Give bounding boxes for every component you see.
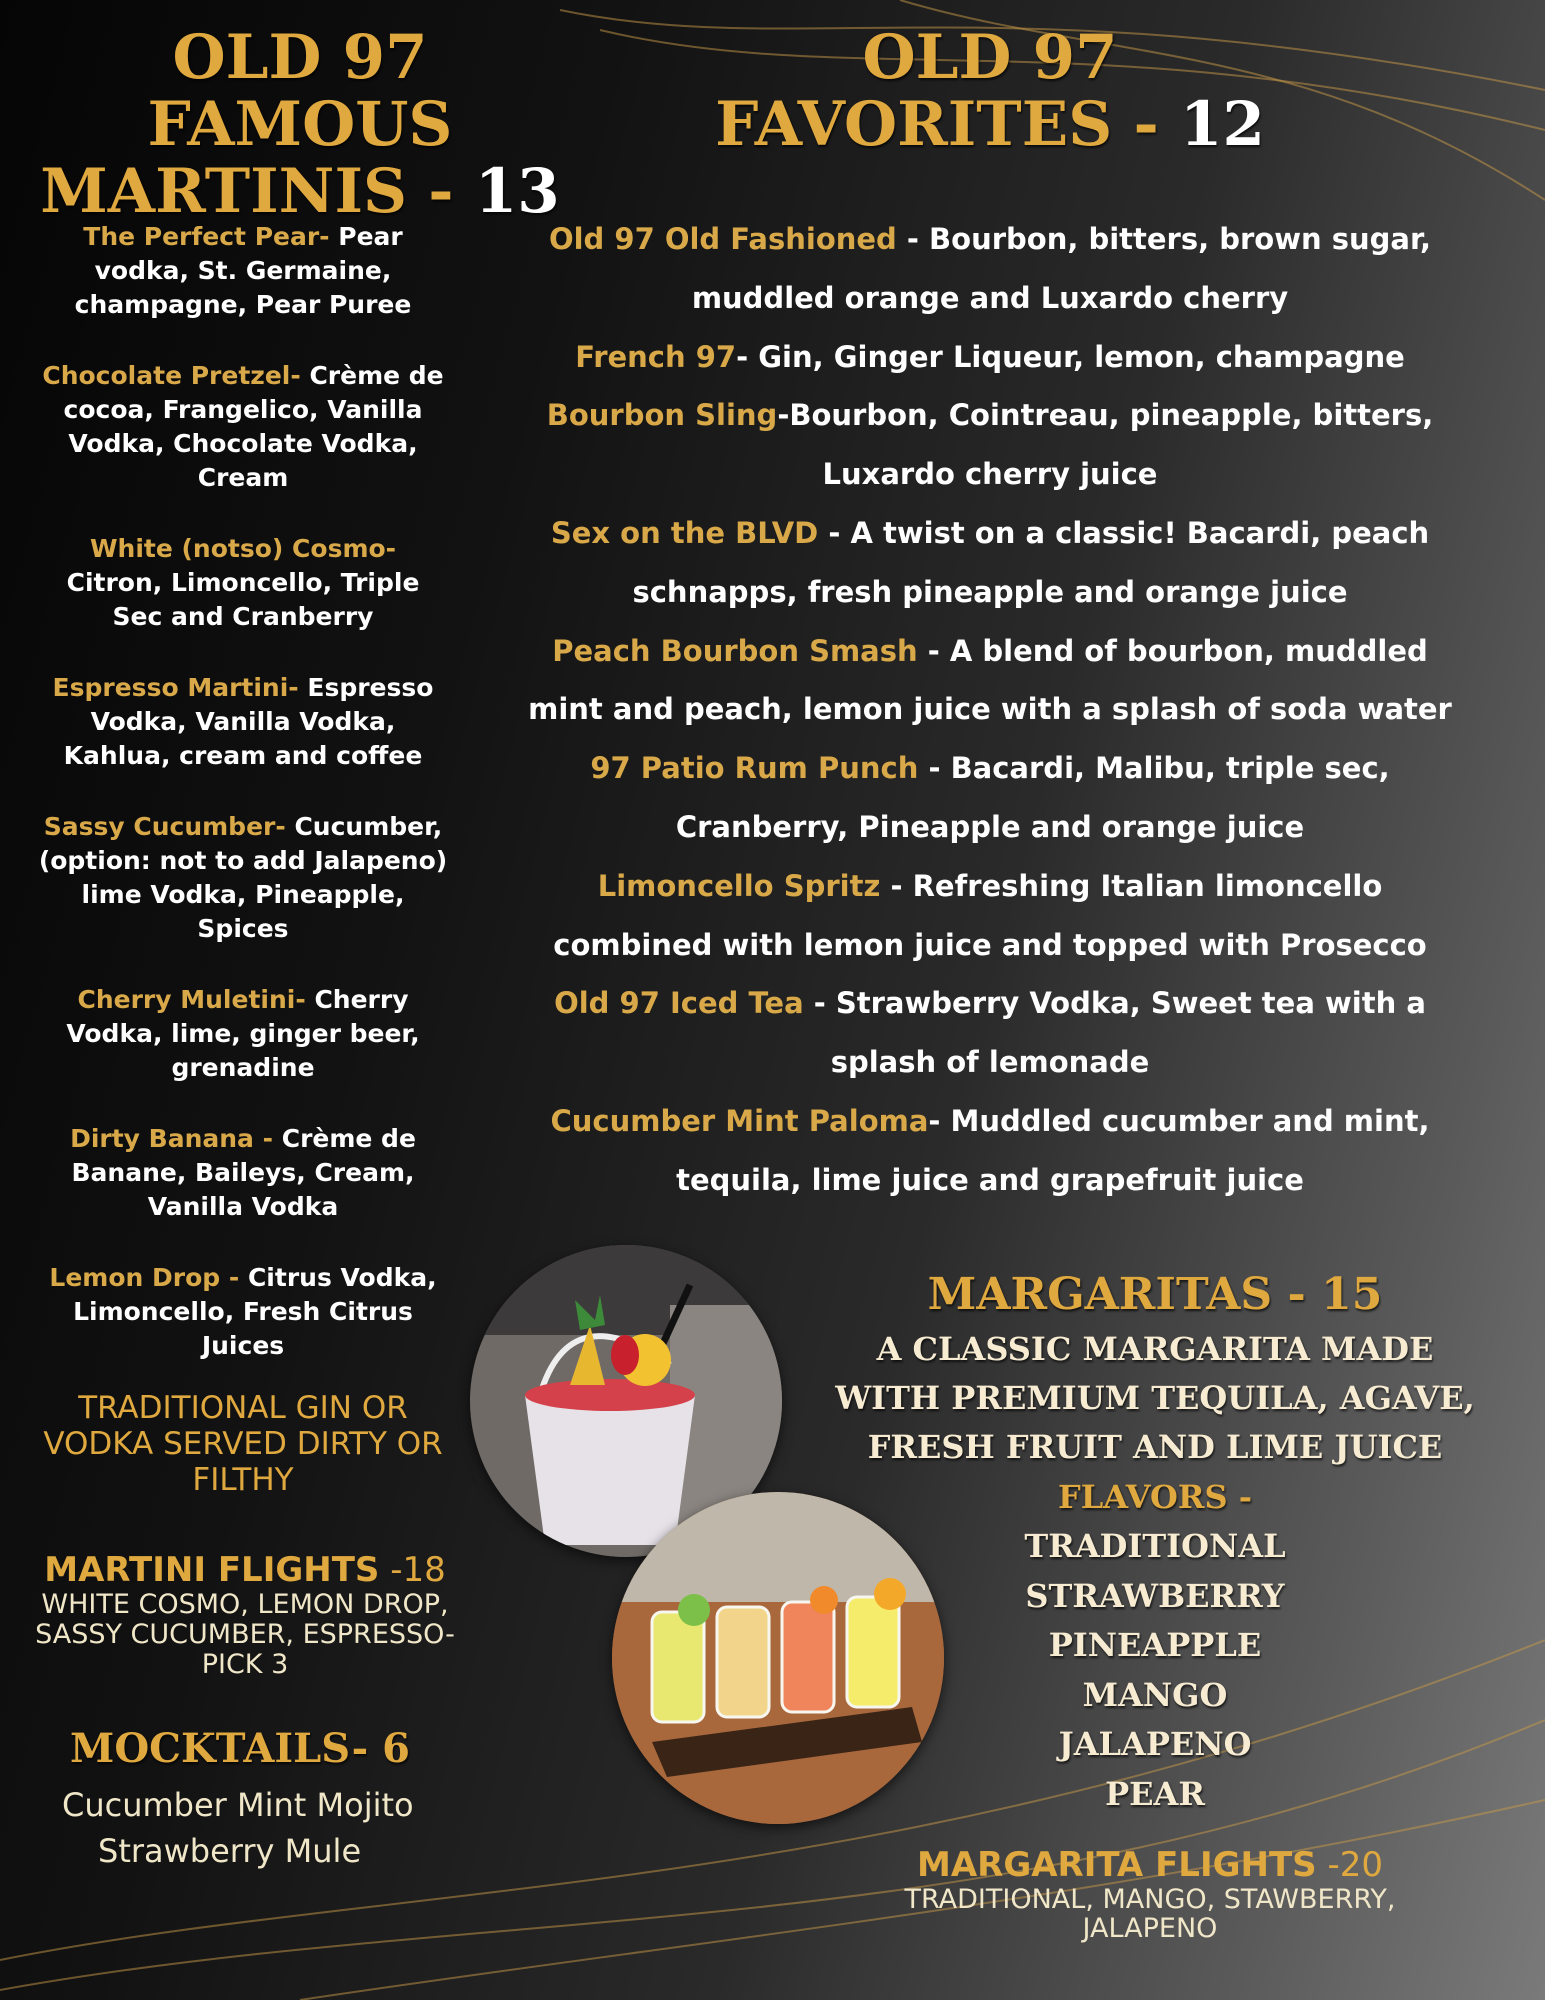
favorite-item — [520, 504, 1460, 622]
martini-item — [38, 1261, 448, 1363]
flavor-item: JALAPENO — [1058, 1725, 1252, 1763]
favorite-desc: - Gin, Ginger Liqueur, lemon, champagne — [736, 339, 1405, 374]
mocktails-section — [20, 1725, 460, 1874]
favorite-name: Sex on the BLVD — [550, 515, 819, 550]
favorites-price: 12 — [1180, 89, 1265, 161]
favorite-name: French 97 — [575, 339, 737, 374]
favorite-item — [520, 210, 1460, 328]
flavor-item: MANGO — [1082, 1675, 1228, 1714]
martini-flights-label: MARTINI FLIGHTS — [44, 1550, 380, 1590]
margarita-flights-desc: TRADITIONAL, MANGO, STAWBERRY, JALAPENO — [904, 1884, 1396, 1944]
martinis-title: OLD 97 FAMOUS MARTINIS - — [40, 22, 475, 228]
margarita-flights-price: -20 — [1316, 1845, 1383, 1885]
favorites-heading — [680, 22, 1300, 161]
martini-flights-desc: WHITE COSMO, LEMON DROP, SASSY CUCUMBER, ESPRESSO- PICK 3 — [35, 1589, 455, 1680]
martini-name: Dirty Banana - — [70, 1124, 274, 1153]
martini-desc: Crème de Banane, Baileys, Cream, Vanilla Vodka — [71, 1124, 416, 1221]
favorite-desc: -Bourbon, Cointreau, pineapple, bitters, Luxardo cherry juice — [777, 398, 1434, 492]
favorite-item — [520, 386, 1460, 504]
martini-name: White (notso) Cosmo- — [89, 534, 397, 563]
margaritas-description: A CLASSIC MARGARITA MADE WITH PREMIUM TEQUILA, AGAVE, FRESH FRUIT AND LIME JUICE — [835, 1330, 1475, 1466]
margaritas-section — [820, 1265, 1490, 1819]
margarita-flights-label: MARGARITA FLIGHTS — [916, 1845, 1317, 1885]
flavor-item: PINEAPPLE — [1048, 1626, 1262, 1664]
favorite-item — [520, 739, 1460, 857]
martini-name: The Perfect Pear- — [83, 222, 330, 251]
martinis-heading — [20, 22, 580, 228]
mocktails-heading: MOCKTAILS- 6 — [70, 1725, 410, 1772]
martini-desc: Cucumber, (option: not to add Jalapeno) lime Vodka, Pineapple, Spices — [38, 812, 448, 943]
martini-flights — [30, 1550, 460, 1680]
martini-item — [38, 359, 448, 495]
favorite-item — [520, 974, 1460, 1092]
martini-name: Lemon Drop - — [49, 1263, 240, 1292]
martinis-price: 13 — [474, 156, 560, 228]
favorite-name: Old 97 Old Fashioned — [548, 222, 897, 256]
margaritas-heading: MARGARITAS - 15 — [927, 1269, 1383, 1320]
favorite-desc: - A blend of bourbon, muddled mint and peach, lemon juice with a splash of soda water — [528, 633, 1452, 727]
favorite-item — [520, 1092, 1460, 1210]
mocktail-item: Strawberry Mule — [98, 1832, 362, 1870]
favorite-name: Old 97 Iced Tea — [554, 986, 804, 1021]
martini-item — [38, 671, 448, 773]
martini-flights-price: -18 — [379, 1550, 446, 1590]
flavor-item: PEAR — [1105, 1774, 1205, 1813]
favorite-desc: - Bacardi, Malibu, triple sec, Cranberry, Pineapple and orange juice — [675, 751, 1390, 844]
favorite-item — [520, 328, 1460, 387]
martini-item — [38, 1122, 448, 1224]
martini-desc: Citron, Limoncello, Triple Sec and Cranberry — [66, 568, 420, 631]
favorites-title: OLD 97 FAVORITES - — [715, 22, 1181, 161]
martini-name: Cherry Muletini- — [77, 985, 306, 1014]
favorite-name: Peach Bourbon Smash — [552, 633, 918, 668]
flavor-item: STRAWBERRY — [1025, 1576, 1285, 1615]
martini-name: Chocolate Pretzel- — [42, 361, 301, 390]
favorite-desc: - Bourbon, bitters, brown sugar, muddled orange and Luxardo cherry — [691, 222, 1432, 315]
martini-item — [38, 983, 448, 1085]
martini-desc: Crème de cocoa, Frangelico, Vanilla Vodka, Chocolate Vodka, Cream — [63, 361, 444, 492]
mocktail-item: Cucumber Mint Mojito — [62, 1786, 414, 1824]
martini-desc: Espresso Vodka, Vanilla Vodka, Kahlua, cream and coffee — [63, 673, 434, 770]
martini-list — [38, 220, 448, 1400]
favorite-desc: - Muddled cucumber and mint, tequila, lime juice and grapefruit juice — [676, 1103, 1430, 1197]
martini-desc: Citrus Vodka, Limoncello, Fresh Citrus Juices — [73, 1263, 437, 1360]
favorite-item — [520, 857, 1460, 975]
favorite-name: Limoncello Spritz — [597, 868, 881, 903]
traditional-martini-note: TRADITIONAL GIN OR VODKA SERVED DIRTY OR FILTHY — [43, 1390, 443, 1498]
favorite-desc: - Refreshing Italian limoncello combined with lemon juice and topped with Prosecco — [553, 868, 1427, 962]
martini-desc: Cherry Vodka, lime, ginger beer, grenadine — [66, 985, 420, 1082]
martini-name: Sassy Cucumber- — [43, 812, 286, 841]
martini-name: Espresso Martini- — [52, 673, 299, 702]
margarita-flights — [900, 1845, 1400, 1943]
margarita-flights-title — [900, 1845, 1400, 1885]
flavor-item: TRADITIONAL — [1024, 1527, 1286, 1565]
favorite-name: 97 Patio Rum Punch — [590, 751, 919, 786]
favorite-name: Bourbon Sling — [546, 398, 778, 433]
favorite-item — [520, 622, 1460, 740]
martini-desc: Pear vodka, St. Germaine, champagne, Pear Puree — [74, 222, 412, 319]
martini-item — [38, 532, 448, 634]
martini-flights-title — [30, 1550, 460, 1590]
martini-item — [38, 810, 448, 946]
flavors-label: FLAVORS - — [1058, 1478, 1252, 1516]
favorite-desc: - Strawberry Vodka, Sweet tea with a splash of lemonade — [803, 986, 1426, 1080]
favorite-name: Cucumber Mint Paloma — [550, 1103, 929, 1138]
martini-item — [38, 220, 448, 322]
favorite-desc: - A twist on a classic! Bacardi, peach schnapps, fresh pineapple and orange juice — [632, 515, 1430, 609]
favorites-list — [520, 210, 1460, 1210]
